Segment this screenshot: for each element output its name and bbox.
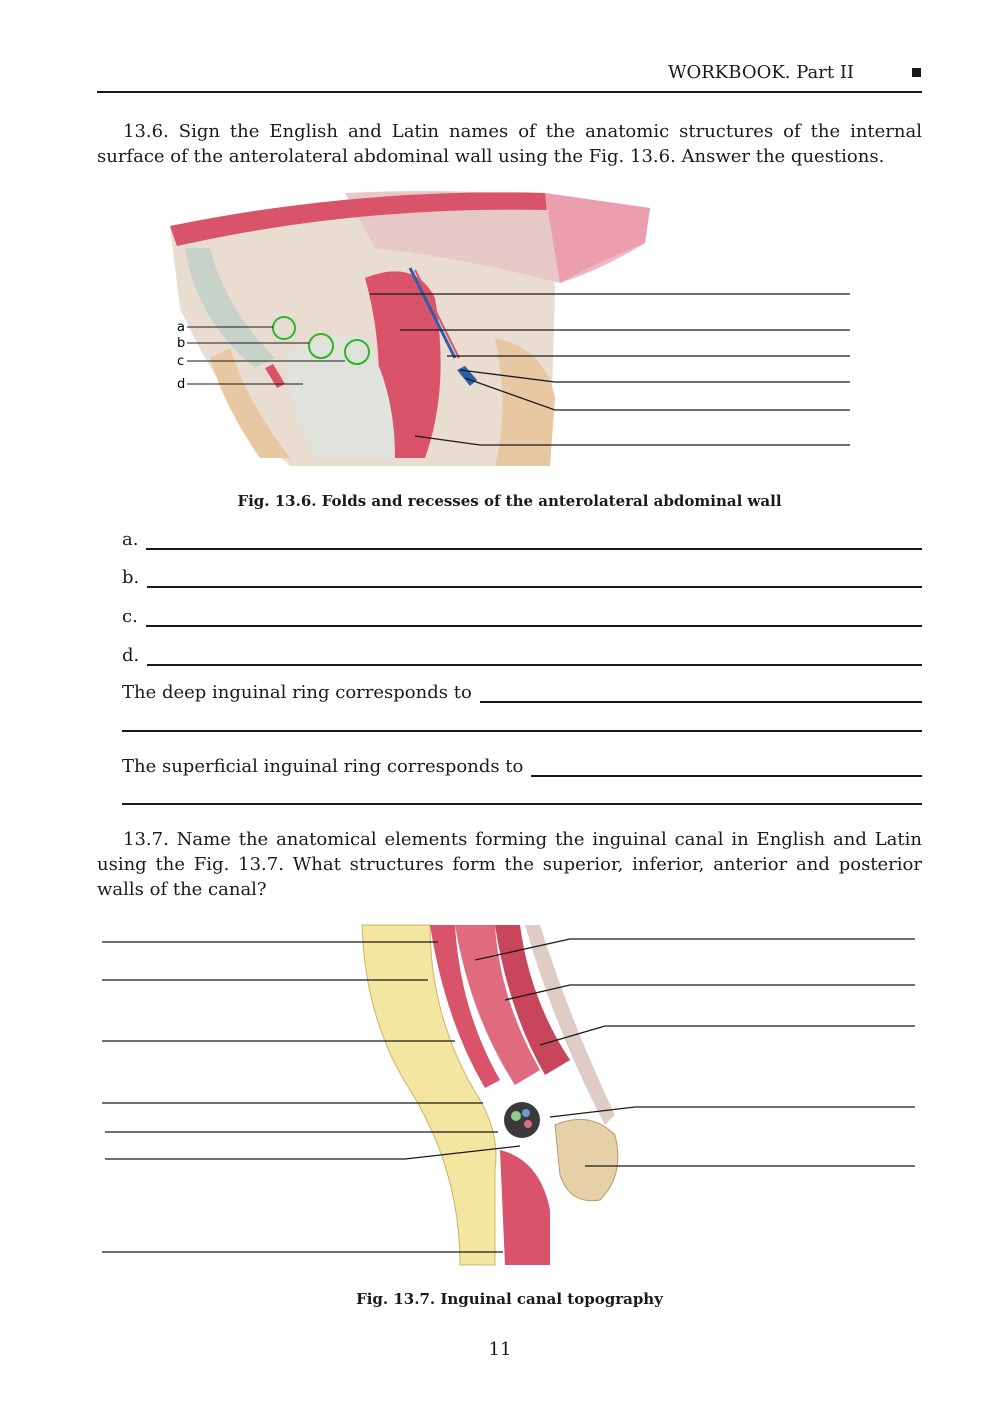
header-divider [97,91,922,93]
page-number: 11 [488,1339,512,1360]
abdominal-wall-illustration [170,191,650,466]
figure-13-7-caption: Fig. 13.7. Inguinal canal topography [356,1290,663,1308]
figure-13-6 [165,188,855,473]
answer-line-d[interactable] [147,646,922,666]
answer-label-d: d. [122,645,140,666]
answer-row-d [122,640,922,666]
superficial-ring-answer-line-2[interactable] [122,803,922,805]
answer-label-b: b. [122,567,140,588]
answer-line-c[interactable] [146,607,922,627]
spermatic-cord [504,1102,540,1138]
fig-label-d: d [177,377,186,392]
answer-line-a[interactable] [146,530,922,550]
answer-row-a [122,524,922,550]
superficial-ring-answer-line[interactable] [531,757,922,777]
deep-ring-answer-line[interactable] [480,683,922,703]
fig-label-c: c [177,354,185,369]
running-header: WORKBOOK. Part II [668,62,855,83]
fig-label-b: b [177,336,186,351]
answer-row-c [122,601,922,627]
answer-label-a: a. [122,529,139,550]
deep-ring-answer-line-2[interactable] [122,730,922,732]
deep-ring-question: The deep inguinal ring corresponds to [122,682,472,703]
deep-ring-question-row [122,677,922,703]
header-square-icon [912,68,921,77]
answer-line-b[interactable] [147,568,922,588]
fig-label-a: a [177,320,185,335]
answer-row-b [122,562,922,588]
exercise-13-6-text: 13.6. Sign the English and Latin names of the anatomic structures of the internal surface of the anterolateral abdominal wall using the Fig. 13.6. Answer the questions. [97,121,922,167]
inguinal-canal-illustration [362,925,618,1265]
exercise-13-7-text: 13.7. Name the anatomical elements forming the inguinal canal in English and Latin using the Fig. 13.7. What structures form the superior, inferior, anterior and posterior walls of the canal? [97,829,922,900]
superficial-ring-question-row [122,751,922,777]
superficial-ring-question: The superficial inguinal ring corresponds to [122,756,524,777]
figure-13-6-caption: Fig. 13.6. Folds and recesses of the anterolateral abdominal wall [237,492,782,510]
answer-label-c: c. [122,606,138,627]
figure-13-7 [100,920,920,1272]
